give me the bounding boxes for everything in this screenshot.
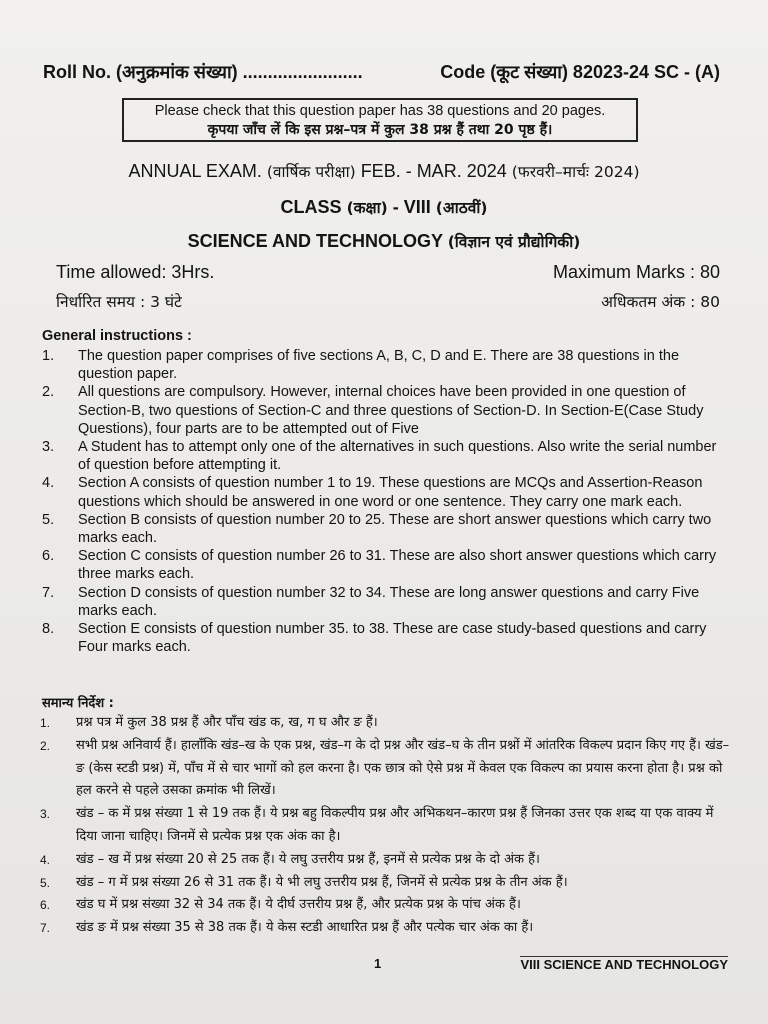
- instruction-item: [40, 712, 730, 735]
- page-footer: [0, 956, 768, 976]
- class-label-hindi: (कक्षा): [346, 199, 388, 217]
- instruction-number: 2.: [40, 738, 51, 753]
- maximum-marks: Maximum Marks : 80: [552, 262, 720, 282]
- page-number: 1: [374, 956, 382, 971]
- general-instructions-heading: General instructions :: [42, 328, 192, 344]
- instruction-text: सभी प्रश्न अनिवार्य हैं। हालाँकि खंड–ख के एक प्रश्न, खंड–ग के दो प्रश्न और खंड–घ के तीन प्रश्नों में आंतरिक विकल्प प्रदान किए गए हैं। खंड–ङ (केस स्टडी प्रश्न) में, पाँच में से चार भागों को हल करना है। एक छात्र को ऐसे प्रश्न में केवल एक विकल्प का प्रयास करना होता है। प्रश्न को हल करने से पहले उसका क्रमांक भी लिखें।: [76, 737, 730, 799]
- instruction-text: A Student has to attempt only one of the alternatives in such questions. Also write the serial number of question before attempting it.: [78, 439, 717, 474]
- instruction-number: 7.: [40, 921, 51, 936]
- instruction-text: खंड – ग में प्रश्न संख्या 26 से 31 तक हैं। ये भी लघु उत्तरीय प्रश्न हैं, जिनमें से प्रत्येक प्रश्न के तीन अंक हैं।: [76, 874, 568, 890]
- instruction-item: [40, 849, 730, 872]
- instruction-text: खंड – ख में प्रश्न संख्या 20 से 25 तक हैं। ये लघु उत्तरीय प्रश्न हैं, इनमें से प्रत्येक प्रश्न के दो अंक हैं।: [76, 851, 540, 867]
- hindi-instructions-heading: समान्य निर्देश :: [42, 696, 114, 711]
- instruction-text: All questions are compulsory. However, internal choices have been provided in one question of Section-B, two questions of Section-C and three questions of Section-D. In Section-E(Case Study Questions), four parts are to be attempted out of Five: [78, 384, 704, 437]
- instruction-item: [42, 474, 730, 510]
- instruction-text: खंड – क में प्रश्न संख्या 1 से 19 तक हैं। ये प्रश्न बहु विकल्पीय प्रश्न और अभिकथन–कारण प्रश्न हैं जिनका उत्तर एक शब्द या एक वाक्य में दिया जाना चाहिए। जिनमें से प्रत्येक प्रश्न एक अंक का है।: [76, 806, 714, 844]
- instruction-number: 6.: [40, 898, 51, 913]
- instruction-number: 6.: [42, 548, 55, 565]
- roll-number-field: Roll No. (अनुक्रमांक संख्या) ........................: [43, 62, 363, 82]
- instruction-item: [40, 803, 730, 849]
- instruction-text: Section B consists of question number 20 to 25. These are short answer questions which carry two marks each.: [78, 511, 712, 547]
- general-instructions-list: [42, 347, 730, 656]
- class-number-hindi: (आठवीं): [435, 199, 488, 217]
- footer-title: VIII SCIENCE AND TECHNOLOGY: [520, 957, 728, 972]
- instruction-text: Section C consists of question number 26 to 31. These are also short answer questions which carry three marks each.: [78, 548, 717, 583]
- class-label: CLASS: [280, 197, 347, 217]
- maximum-marks-hindi: अधिकतम अंक : 80: [601, 293, 720, 311]
- instruction-number: 8.: [42, 621, 55, 638]
- paper-code: Code (कूट संख्या) 82023-24 SC - (A): [440, 62, 720, 82]
- instruction-text: Section A consists of question number 1 to 19. These questions are MCQs and Assertion-Reason questions which should be answered in one word or one sentence. They carry one mark each.: [78, 475, 703, 510]
- notice-hindi: कृपया जाँच लें कि इस प्रश्न–पत्र में कुल 38 प्रश्न हैं तथा 20 पृष्ठ हैं।: [207, 122, 553, 138]
- instruction-item: [42, 347, 730, 383]
- instruction-number: 5.: [40, 875, 51, 890]
- header-row: [43, 60, 720, 84]
- instruction-text: Section E consists of question number 35. to 38. These are case study-based questions and carry Four marks each.: [78, 621, 707, 656]
- subject-name: SCIENCE AND TECHNOLOGY: [187, 231, 448, 251]
- instruction-number: 5.: [42, 511, 55, 528]
- instruction-item: [40, 872, 730, 895]
- instruction-number: 1.: [40, 716, 51, 730]
- instruction-number: 3.: [42, 439, 55, 456]
- instruction-number: 7.: [42, 584, 55, 601]
- time-allowed: Time allowed: 3Hrs.: [56, 262, 215, 282]
- instruction-text: खंड ङ में प्रश्न संख्या 35 से 38 तक हैं। ये केस स्टडी आधारित प्रश्न हैं और पत्येक चार अंक का हैं।: [76, 920, 534, 936]
- page-count-notice: [122, 98, 638, 142]
- hindi-instructions-list: [40, 712, 730, 940]
- time-allowed-hindi: निर्धारित समय : 3 घंटे: [56, 293, 182, 311]
- class-number: - VIII: [387, 197, 436, 217]
- instruction-item: [40, 917, 730, 940]
- exam-title: [0, 160, 768, 182]
- subject-name-hindi: (विज्ञान एवं प्रौद्योगिकी): [447, 233, 581, 251]
- instruction-item: [42, 620, 730, 656]
- notice-english: Please check that this question paper has 38 questions and 20 pages.: [154, 103, 606, 119]
- instruction-item: [42, 511, 730, 547]
- meta-english: [56, 262, 720, 283]
- instruction-text: खंड घ में प्रश्न संख्या 32 से 34 तक हैं। ये दीर्घ उत्तरीय प्रश्न हैं, और प्रत्येक प्रश्न के पांच अंक हैं।: [76, 897, 521, 913]
- instruction-item: [40, 735, 730, 803]
- instruction-item: [42, 438, 730, 474]
- instruction-item: [40, 894, 730, 917]
- meta-hindi: [56, 290, 720, 312]
- instruction-text: The question paper comprises of five sections A, B, C, D and E. There are 38 questions in the question paper.: [78, 348, 680, 383]
- instruction-number: 4.: [42, 475, 55, 492]
- exam-name: ANNUAL EXAM.: [128, 161, 267, 181]
- instruction-number: 4.: [40, 852, 51, 867]
- instruction-text: Section D consists of question number 32 to 34. These are long answer questions and carry Five marks each.: [78, 584, 700, 619]
- instruction-item: [42, 547, 730, 583]
- exam-date: FEB. - MAR. 2024: [355, 161, 512, 181]
- instruction-text: प्रश्न पत्र में कुल 38 प्रश्न हैं और पाँच खंड क, ख, ग घ और ङ हैं।: [76, 715, 378, 730]
- instruction-number: 3.: [40, 807, 51, 822]
- instruction-item: [42, 383, 730, 438]
- instruction-item: [42, 584, 730, 620]
- exam-date-hindi: (फरवरी–मार्चः 2024): [511, 163, 640, 181]
- instruction-number: 1.: [42, 348, 55, 364]
- class-title: [0, 196, 768, 218]
- instruction-number: 2.: [42, 384, 55, 401]
- subject-title: [0, 230, 768, 252]
- exam-name-hindi: (वार्षिक परीक्षा): [266, 163, 356, 181]
